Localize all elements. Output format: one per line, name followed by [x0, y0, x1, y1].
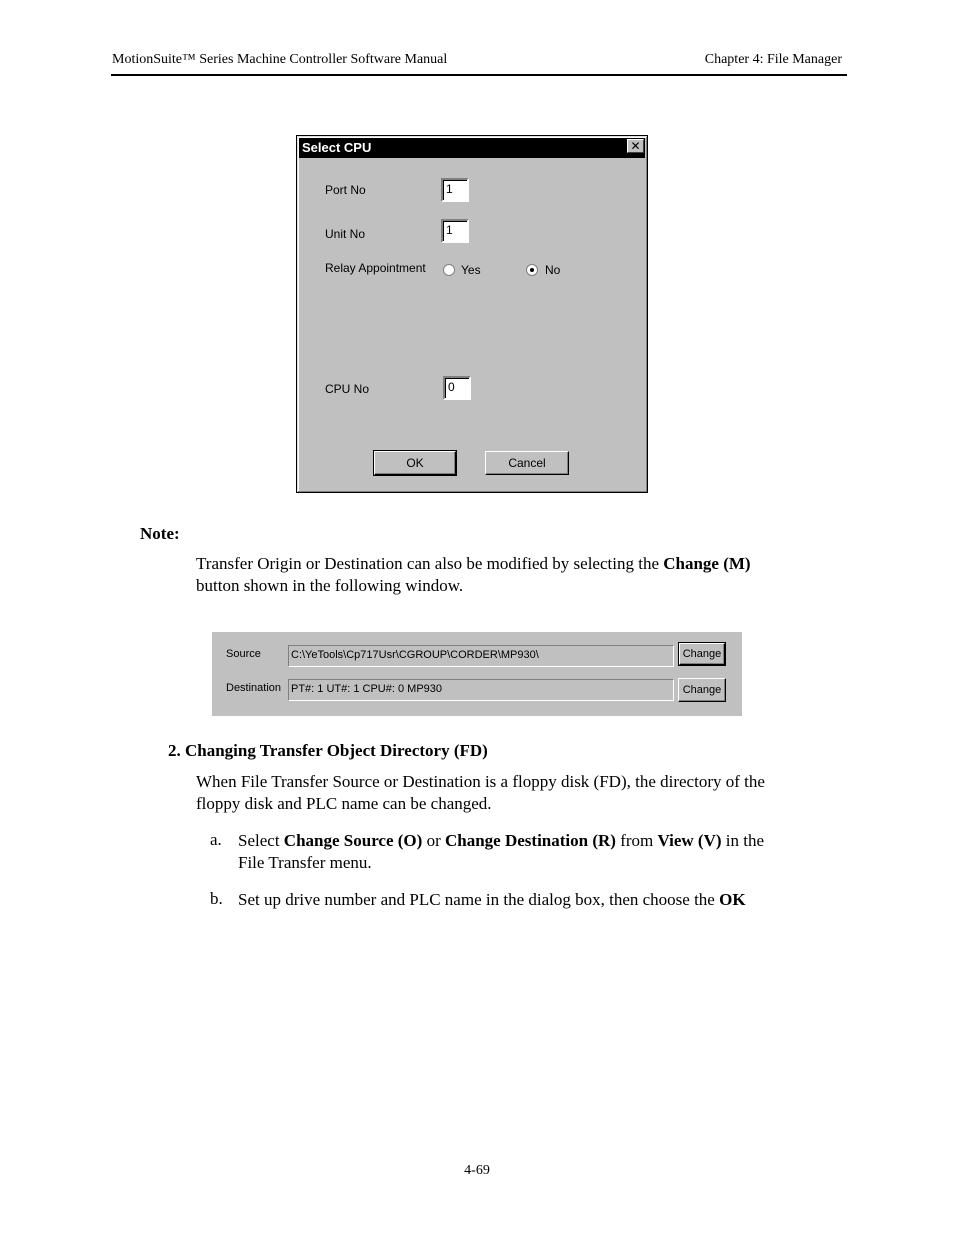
- item-a-line2: File Transfer menu.: [238, 853, 372, 872]
- source-label: Source: [226, 648, 261, 660]
- unit-no-label: Unit No: [325, 227, 366, 241]
- header-rule: [111, 74, 847, 76]
- note-heading: Note:: [140, 524, 180, 543]
- close-icon[interactable]: ✕: [627, 139, 644, 153]
- destination-label: Destination: [226, 682, 282, 694]
- relay-no-label: No: [545, 263, 561, 277]
- transfer-panel: [212, 632, 742, 716]
- note-text-line2: button shown in the following window.: [196, 576, 464, 595]
- item-a-bold: View (V): [657, 831, 722, 850]
- section-body-line1: When File Transfer Source or Destination is a floppy disk (FD), the directory of the: [196, 772, 765, 791]
- dialog-title: Select CPU: [299, 138, 645, 158]
- list-item: [238, 830, 764, 874]
- list-item-letter: a.: [210, 830, 222, 849]
- cpu-no-label: CPU No: [325, 382, 370, 396]
- item-b-bold: OK: [719, 890, 746, 909]
- relay-appointment-label: Relay Appointment: [325, 261, 426, 275]
- header-chapter: Chapter 4: File Manager: [704, 52, 842, 67]
- port-no-label: Port No: [325, 183, 366, 197]
- item-a-text: Select: [238, 831, 284, 850]
- page-number: 4-69: [464, 1163, 490, 1178]
- ok-button[interactable]: OK: [374, 451, 456, 475]
- cancel-button[interactable]: Cancel: [485, 451, 569, 475]
- list-item-letter: b.: [210, 889, 223, 908]
- relay-yes-label: Yes: [461, 263, 481, 277]
- item-a-text: from: [615, 831, 658, 850]
- note-text: [196, 553, 751, 597]
- note-change-label: Change (M): [663, 554, 751, 573]
- list-item: [238, 889, 746, 911]
- relay-yes-radio[interactable]: [443, 264, 455, 276]
- note-text-part: Transfer Origin or Destination can also be modified by selecting the: [196, 554, 664, 573]
- item-b-text: Set up drive number and PLC name in the dialog box, then choose the: [238, 890, 720, 909]
- relay-no-radio[interactable]: [526, 264, 538, 276]
- item-a-text: in the: [721, 831, 765, 850]
- select-cpu-dialog: [296, 135, 648, 493]
- section-heading: 2. Changing Transfer Object Directory (FD): [168, 741, 488, 760]
- header-manual-title: MotionSuite™ Series Machine Controller Software Manual: [112, 52, 448, 67]
- cpu-no-field[interactable]: 0: [443, 376, 471, 400]
- source-change-button[interactable]: Change: [679, 643, 725, 665]
- destination-change-button[interactable]: Change: [678, 678, 726, 702]
- unit-no-field[interactable]: 1: [441, 219, 469, 243]
- source-field[interactable]: C:\YeTools\Cp717Usr\CGROUP\CORDER\MP930\: [288, 645, 674, 667]
- item-a-text: or: [422, 831, 445, 850]
- port-no-field[interactable]: 1: [441, 178, 469, 202]
- section-body: [196, 771, 765, 815]
- destination-field[interactable]: PT#: 1 UT#: 1 CPU#: 0 MP930: [288, 679, 674, 701]
- item-a-bold: Change Destination (R): [444, 831, 616, 850]
- section-body-line2: floppy disk and PLC name can be changed.: [196, 794, 492, 813]
- item-a-bold: Change Source (O): [283, 831, 423, 850]
